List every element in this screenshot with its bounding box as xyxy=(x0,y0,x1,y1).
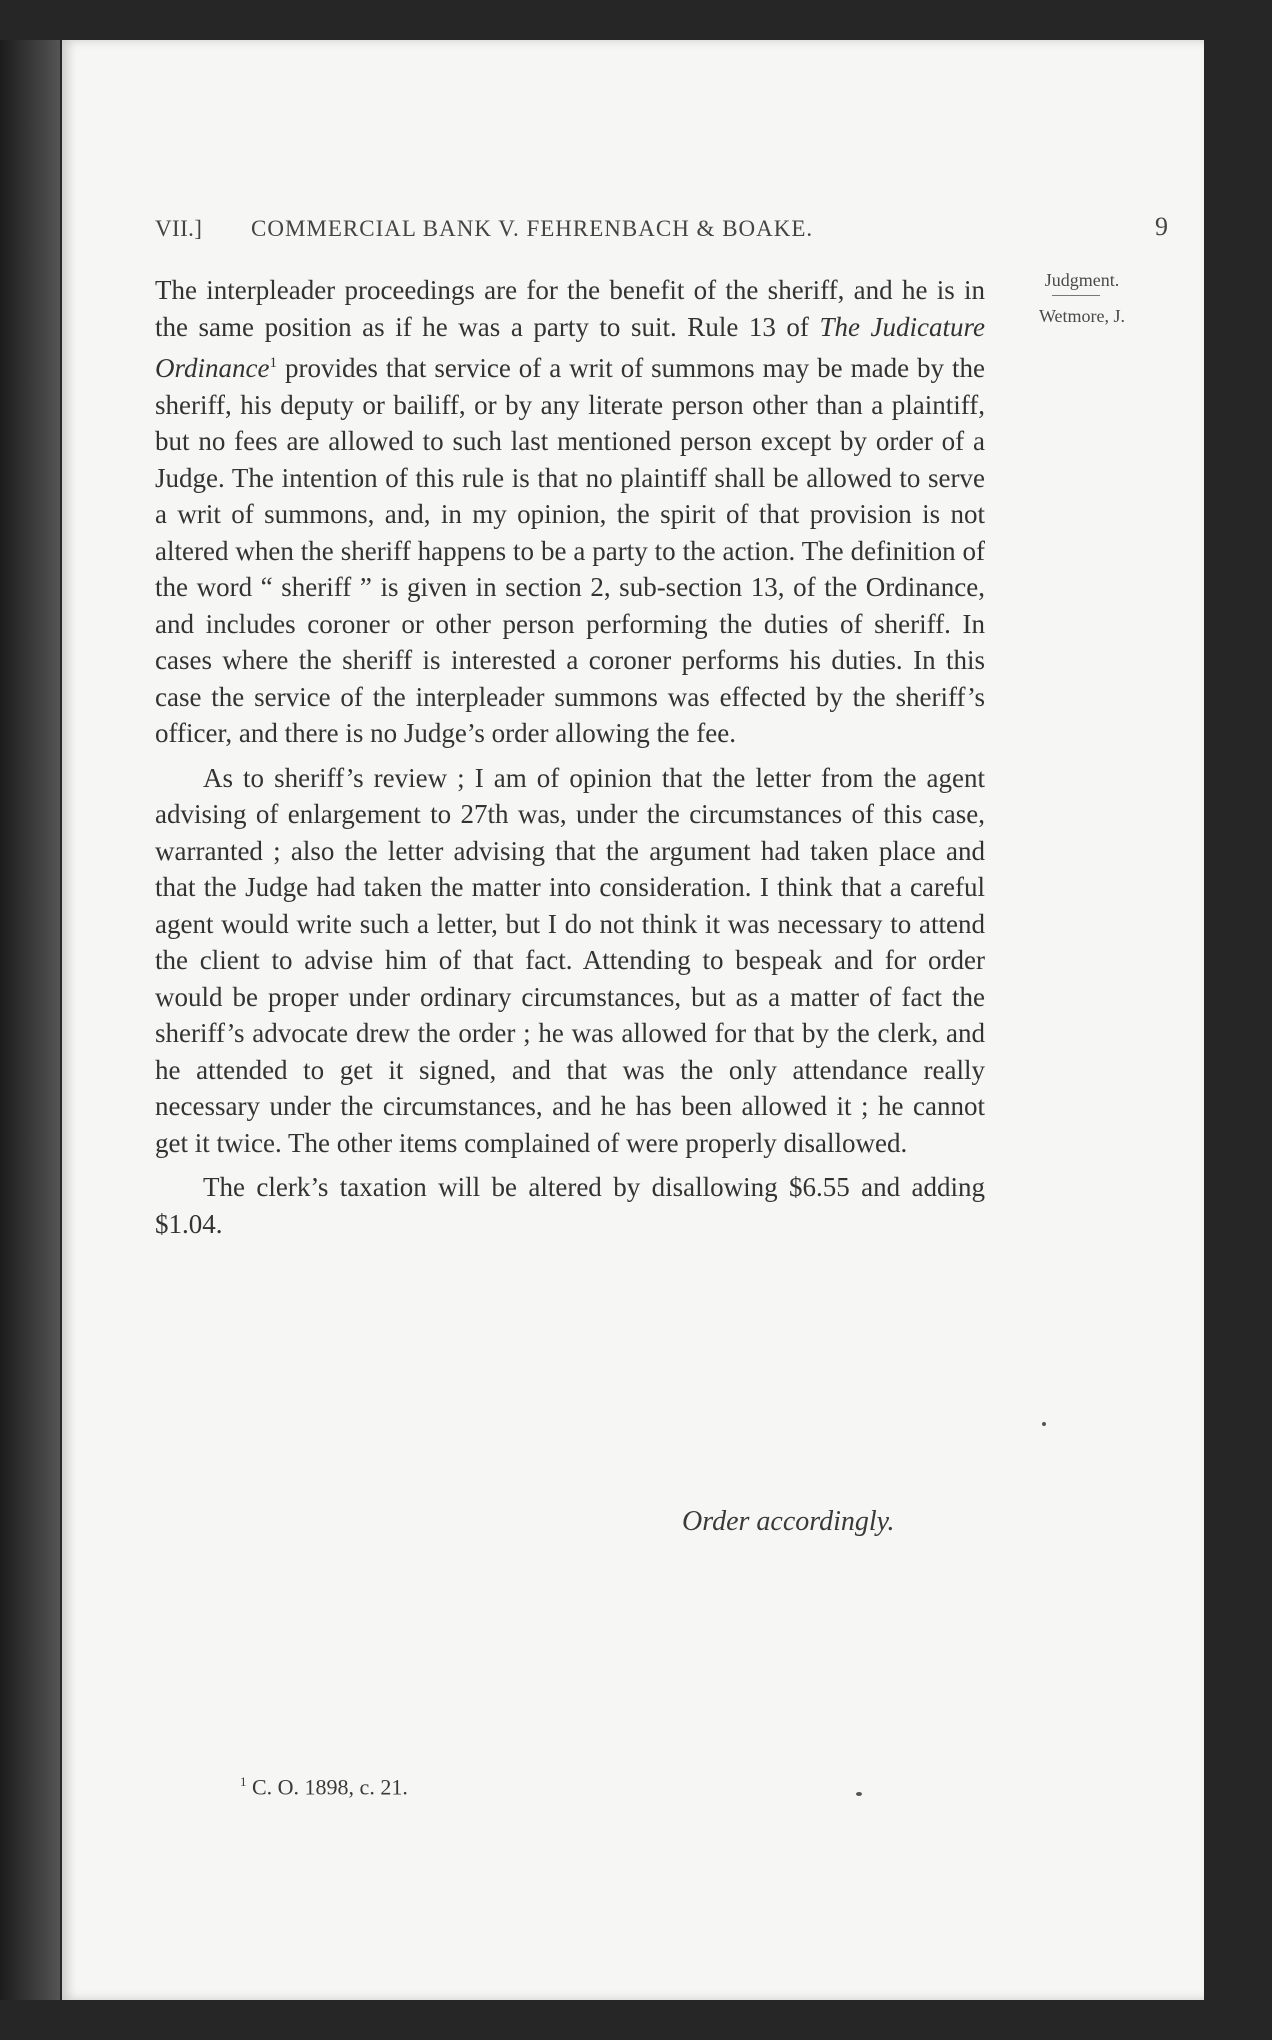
ink-speck xyxy=(1042,1422,1046,1426)
judgment-text xyxy=(155,272,985,1242)
footnote xyxy=(240,1774,408,1800)
paragraph-1 xyxy=(155,272,985,752)
paragraph-1-end: provides that service of a writ of summons may be made by the sheriff, his deputy or bailiff, or by any literate person other than a plaintiff, but no fees are allowed to such last mentioned person except by order of a Judge. The intention of this rule is that no plaintiff shall be allowed to serve a writ of summons, and, in my opinion, the spirit of that provision is not altered when the sheriff happens to be a party to the action. The definition of the word “ sheriff ” is given in section 2, sub-section 13, of the Ordinance, and includes coroner or other person performing the duties of sheriff. In cases where the sheriff is interested a coroner performs his duties. In this case the service of the interpleader summons was effected by the sheriff’s officer, and there is no Judge’s order allowing the fee. xyxy=(155,353,985,748)
margin-note-judge: Wetmore, J. xyxy=(1038,306,1126,326)
footnote-reference: 1 xyxy=(269,355,277,371)
page-sheet xyxy=(62,40,1204,2000)
page-number: 9 xyxy=(1155,212,1169,241)
footnote-text: C. O. 1898, c. 21. xyxy=(252,1774,408,1800)
order-line: Order accordingly. xyxy=(682,1506,895,1537)
paragraph-3: The clerk’s taxation will be altered by disallowing $6.55 and adding $1.04. xyxy=(155,1172,985,1239)
paragraph-1-start: The interpleader proceedings are for the benefit of the sheriff, and he is in the same position as if he was a party to suit. Rule 13 of xyxy=(155,275,985,342)
book-spine-edge xyxy=(0,40,60,2000)
paragraph-2: As to sheriff’s review ; I am of opinion that the letter from the agent advising of enlargement to 27th was, under the circumstances of this case, warranted ; also the letter advising that the argument had taken place and that the Judge had taken the matter into consideration. I think that a careful agent would write such a letter, but I do not think it was necessary to attend the client to advise him of that fact. Attending to bespeak and for order would be proper under ordinary circumstances, but as a matter of fact the sheriff’s advocate drew the order ; he was allowed for that by the clerk, and he attended to get it signed, and that was the only attendance really necessary under the circumstances, and he has been allowed it ; he cannot get it twice. The other items complained of were properly disallowed. xyxy=(155,762,985,1158)
ordinance-title: The Judicature Ordinance xyxy=(155,311,986,383)
chapter-number: VII.] xyxy=(155,216,203,241)
margin-note-judgment: Judgment. xyxy=(1044,270,1120,290)
ink-speck xyxy=(856,1792,862,1796)
footnote-marker: 1 xyxy=(240,1774,247,1789)
margin-divider xyxy=(1052,295,1100,296)
case-title: COMMERCIAL BANK V. FEHRENBACH & BOAKE. xyxy=(251,216,814,241)
